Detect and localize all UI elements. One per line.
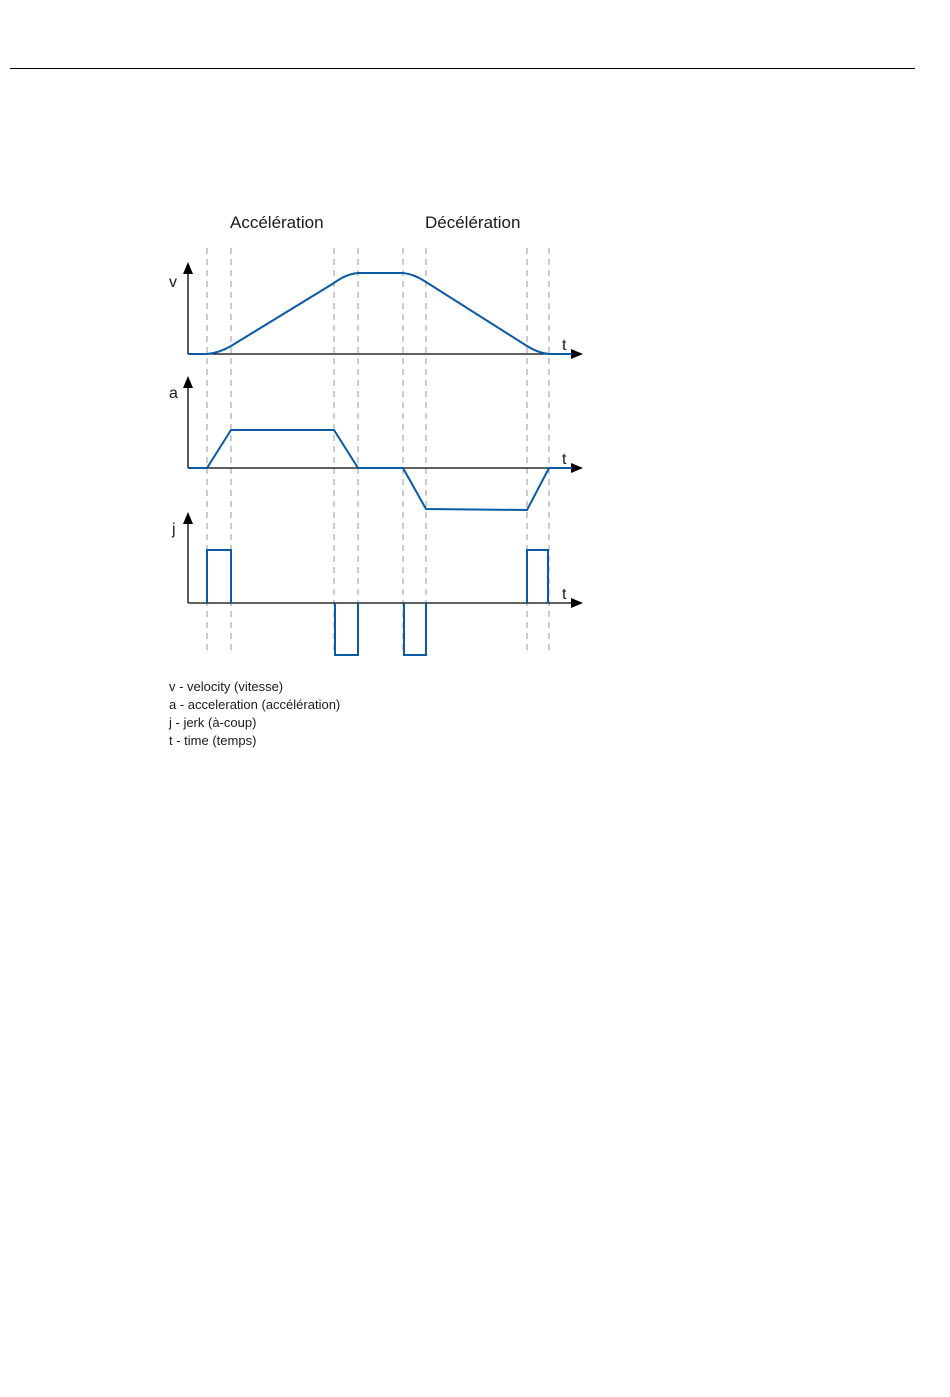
jerk-pulse-positive [527, 550, 548, 603]
acceleration-x-label: t [562, 451, 567, 468]
acceleration-curve [188, 430, 572, 510]
deceleration-title: Décélération [425, 213, 521, 232]
velocity-y-label: v [169, 274, 177, 291]
phase-guide-lines [207, 248, 549, 650]
jerk-pulse-negative [335, 603, 358, 655]
jerk-pulse-negative [404, 603, 426, 655]
legend-item-time: t - time (temps) [169, 733, 257, 748]
velocity-plot [169, 262, 583, 359]
jerk-y-arrow [183, 512, 193, 524]
jerk-pulse-positive [207, 550, 231, 603]
jerk-y-label: j [172, 521, 176, 538]
acceleration-y-arrow [183, 376, 193, 388]
legend-item-velocity: v - velocity (vitesse) [169, 679, 284, 694]
velocity-x-label: t [562, 337, 567, 354]
velocity-x-arrow [571, 349, 583, 359]
legend-item-jerk: j - jerk (à-coup) [169, 715, 257, 730]
jerk-x-label: t [562, 586, 567, 603]
velocity-curve [188, 273, 572, 354]
acceleration-x-arrow [571, 463, 583, 473]
jerk-plot [171, 512, 583, 655]
acceleration-y-label: a [169, 385, 178, 402]
jerk-x-arrow [571, 598, 583, 608]
acceleration-title: Accélération [230, 213, 324, 232]
velocity-y-arrow [183, 262, 193, 274]
legend [169, 678, 340, 750]
legend-item-acceleration: a - acceleration (accélération) [169, 697, 341, 712]
